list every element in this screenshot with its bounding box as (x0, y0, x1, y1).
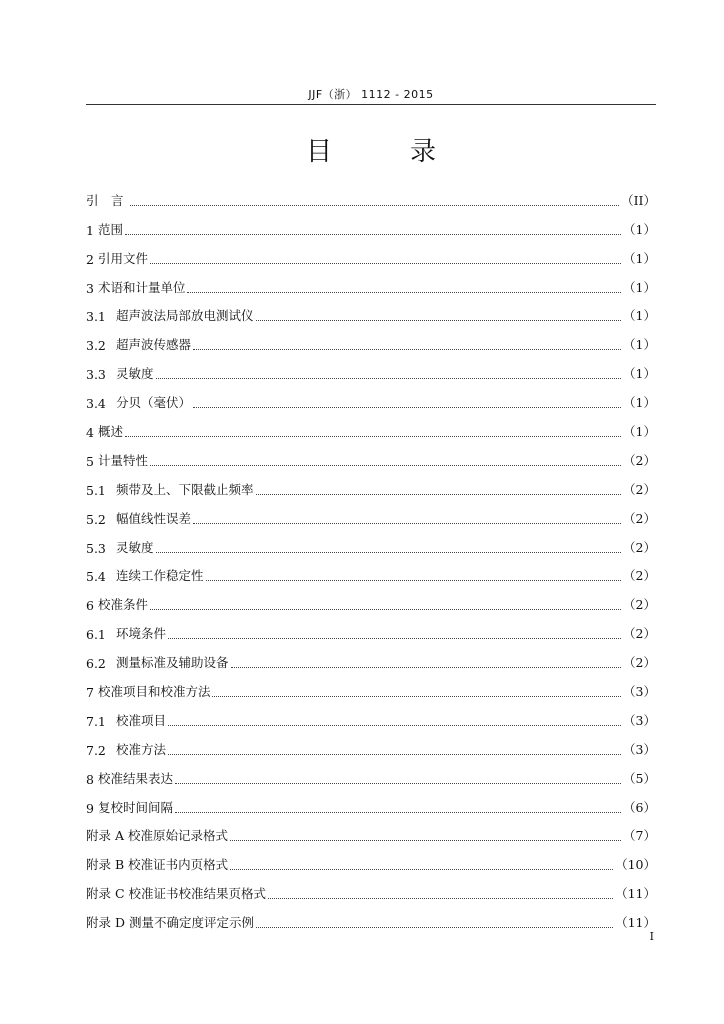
toc-entry-label: 频带及上、下限截止频率 (116, 481, 254, 497)
toc-entry-number: 7.1 (86, 713, 106, 729)
toc-leader-dots (156, 377, 622, 379)
toc-leader-dots (212, 695, 621, 697)
toc-entry-page: （2） (623, 539, 656, 555)
toc-entry[interactable] (86, 642, 656, 671)
toc-entry[interactable] (86, 382, 656, 411)
toc-leader-dots (175, 811, 621, 813)
toc-entry[interactable] (86, 238, 656, 267)
toc-entry-label: 校准项目 (116, 712, 167, 728)
toc-entry-number: 5.4 (86, 569, 106, 585)
page-number: I (649, 930, 654, 943)
toc-entry-label: 环境条件 (116, 626, 167, 642)
toc-entry-page: （1） (623, 250, 656, 266)
toc-entry[interactable] (86, 671, 656, 700)
toc-leader-dots (193, 406, 621, 408)
toc-entry-label: 复校时间间隔 (97, 799, 173, 815)
toc-entry-label: 超声波传感器 (116, 337, 192, 353)
toc-entry-page: （1） (623, 337, 656, 353)
toc-entry-page: （1） (623, 221, 656, 237)
toc-entry-page: （3） (623, 741, 656, 757)
toc-entry-number: 7 (86, 685, 94, 701)
toc-entry[interactable] (86, 556, 656, 585)
toc-entry-number: 1 (86, 222, 94, 238)
toc-entry-number: 6 (86, 598, 94, 614)
toc-entry-number: 3.3 (86, 367, 106, 383)
table-of-contents (86, 180, 656, 931)
toc-entry-number: 2 (86, 251, 94, 267)
toc-entry-label: 测量不确定度评定示例 (129, 915, 255, 931)
toc-leader-dots (256, 493, 622, 495)
header-rule (86, 104, 656, 105)
toc-entry[interactable] (86, 180, 656, 209)
toc-entry-page: （II） (621, 192, 656, 208)
toc-entry-label: 校准结果表达 (97, 770, 173, 786)
toc-entry-number: 引 言 (86, 192, 124, 208)
toc-entry-page: （5） (623, 770, 656, 786)
toc-leader-dots (168, 637, 621, 639)
toc-entry[interactable] (86, 902, 656, 931)
toc-entry-page: （1） (623, 279, 656, 295)
toc-entry-number: 附录 D (86, 915, 125, 931)
toc-entry[interactable] (86, 267, 656, 296)
toc-entry-label: 连续工作稳定性 (116, 568, 204, 584)
toc-entry-label: 术语和计量单位 (97, 279, 186, 295)
toc-entry-number: 3.1 (86, 309, 106, 325)
toc-leader-dots (150, 608, 621, 610)
toc-entry-number: 5.1 (86, 482, 106, 498)
toc-entry[interactable] (86, 873, 656, 902)
toc-entry-number: 4 (86, 425, 94, 441)
toc-entry-number: 5.2 (86, 511, 106, 527)
toc-leader-dots (175, 782, 621, 784)
toc-entry-number: 3.4 (86, 396, 106, 412)
toc-leader-dots (231, 666, 622, 668)
toc-entry-page: （6） (623, 799, 656, 815)
toc-entry-page: （7） (623, 828, 656, 844)
toc-entry-page: （1） (623, 424, 656, 440)
toc-entry-number: 8 (86, 771, 94, 787)
toc-leader-dots (206, 579, 622, 581)
toc-entry-label: 校准证书内页格式 (128, 857, 229, 873)
toc-entry-number: 6.2 (86, 656, 106, 672)
toc-entry-number: 3.2 (86, 338, 106, 354)
toc-entry[interactable] (86, 700, 656, 729)
toc-entry-number: 7.2 (86, 742, 106, 758)
toc-entry[interactable] (86, 324, 656, 353)
toc-entry-number: 5.3 (86, 540, 106, 556)
toc-entry-label: 范围 (97, 221, 123, 237)
toc-entry-page: （3） (623, 712, 656, 728)
toc-leader-dots (150, 464, 621, 466)
toc-entry-label: 引用文件 (97, 250, 148, 266)
toc-entry-page: （2） (623, 655, 656, 671)
toc-entry-label: 概述 (97, 424, 123, 440)
page-title: 目 录 (305, 137, 462, 167)
toc-entry-label: 校准项目和校准方法 (97, 684, 211, 700)
toc-entry-label: 校准方法 (116, 741, 167, 757)
toc-entry[interactable] (86, 411, 656, 440)
toc-entry-page: （2） (623, 481, 656, 497)
toc-leader-dots (156, 551, 622, 553)
toc-entry-page: （2） (623, 510, 656, 526)
toc-entry-page: （3） (623, 684, 656, 700)
toc-entry-label: 幅值线性误差 (116, 510, 192, 526)
toc-entry-page: （10） (615, 857, 656, 873)
running-header: JJF（浙） 1112 - 2015 (308, 88, 434, 101)
toc-leader-dots (256, 926, 613, 928)
toc-leader-dots (187, 291, 621, 293)
toc-entry-page: （1） (623, 308, 656, 324)
toc-entry[interactable] (86, 440, 656, 469)
toc-entry-number: 9 (86, 800, 94, 816)
toc-entry-label: 测量标准及辅助设备 (116, 655, 229, 671)
toc-entry[interactable] (86, 296, 656, 325)
toc-entry-page: （2） (623, 452, 656, 468)
toc-entry[interactable] (86, 584, 656, 613)
toc-entry-label: 校准证书校准结果页格式 (128, 886, 267, 902)
toc-entry[interactable] (86, 816, 656, 845)
toc-entry-page: （11） (615, 886, 656, 902)
toc-entry-label: 分贝（毫伏） (116, 395, 192, 411)
toc-leader-dots (125, 435, 621, 437)
toc-leader-dots (130, 204, 620, 206)
toc-leader-dots (193, 522, 621, 524)
toc-entry-number: 附录 C (86, 886, 125, 902)
toc-entry[interactable] (86, 527, 656, 556)
toc-leader-dots (125, 233, 621, 235)
toc-entry-number: 附录 A (86, 828, 125, 844)
toc-entry-page: （1） (623, 395, 656, 411)
toc-leader-dots (168, 724, 621, 726)
toc-entry-label: 计量特性 (97, 452, 148, 468)
toc-entry-label: 校准条件 (97, 597, 148, 613)
toc-entry-page: （2） (623, 626, 656, 642)
toc-entry[interactable] (86, 844, 656, 873)
toc-entry-label: 灵敏度 (116, 366, 154, 382)
toc-entry-page: （1） (623, 366, 656, 382)
toc-leader-dots (268, 897, 613, 899)
toc-leader-dots (193, 348, 621, 350)
toc-entry-number: 5 (86, 453, 94, 469)
toc-entry-page: （11） (615, 915, 656, 931)
toc-entry[interactable] (86, 209, 656, 238)
toc-entry[interactable] (86, 787, 656, 816)
toc-entry[interactable] (86, 758, 656, 787)
toc-leader-dots (230, 839, 621, 841)
toc-leader-dots (168, 753, 621, 755)
toc-entry[interactable] (86, 613, 656, 642)
toc-entry-label: 校准原始记录格式 (128, 828, 229, 844)
toc-entry[interactable] (86, 498, 656, 527)
toc-leader-dots (150, 262, 621, 264)
toc-entry-label: 超声波法局部放电测试仪 (116, 308, 254, 324)
toc-entry-page: （2） (623, 568, 656, 584)
toc-entry-number: 6.1 (86, 627, 106, 643)
toc-leader-dots (256, 319, 622, 321)
toc-entry-number: 附录 B (86, 857, 125, 873)
toc-entry[interactable] (86, 469, 656, 498)
toc-entry-label: 灵敏度 (116, 539, 154, 555)
toc-entry[interactable] (86, 729, 656, 758)
toc-entry[interactable] (86, 353, 656, 382)
toc-entry-page: （2） (623, 597, 656, 613)
toc-leader-dots (230, 868, 613, 870)
toc-entry-number: 3 (86, 280, 94, 296)
